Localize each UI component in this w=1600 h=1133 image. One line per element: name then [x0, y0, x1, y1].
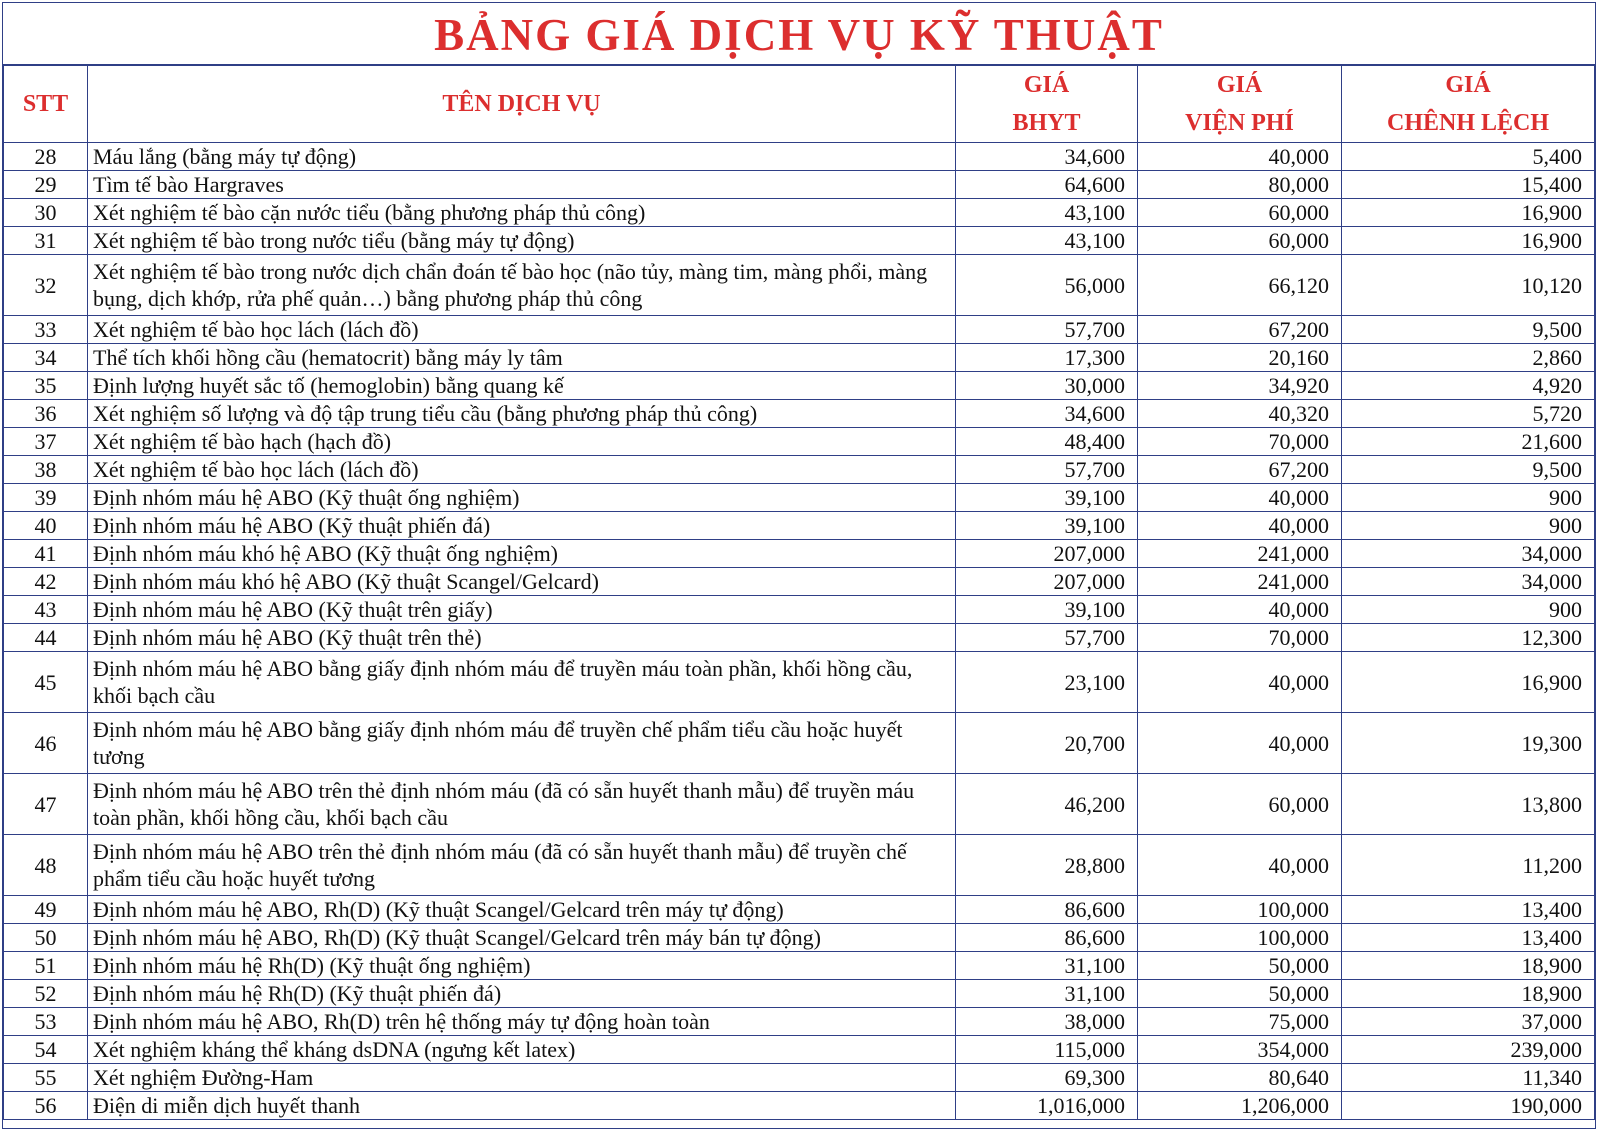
- row-bhyt-price: 39,100: [956, 512, 1138, 540]
- row-hospital-fee: 40,000: [1138, 143, 1342, 171]
- row-price-difference: 11,340: [1342, 1064, 1595, 1092]
- row-price-difference: 900: [1342, 484, 1595, 512]
- row-stt: 28: [4, 143, 88, 171]
- header-price-difference: [1342, 66, 1595, 143]
- row-stt: 35: [4, 372, 88, 400]
- header-stt: STT: [4, 66, 88, 143]
- row-bhyt-price: 34,600: [956, 400, 1138, 428]
- row-bhyt-price: 38,000: [956, 1008, 1138, 1036]
- row-bhyt-price: 43,100: [956, 227, 1138, 255]
- row-stt: 34: [4, 344, 88, 372]
- table-row: [4, 428, 1595, 456]
- row-hospital-fee: 66,120: [1138, 255, 1342, 316]
- header-bhyt-line1: GIÁ: [1023, 72, 1070, 98]
- row-service-name: Định nhóm máu hệ Rh(D) (Kỹ thuật phiến đá): [88, 980, 956, 1008]
- row-stt: 39: [4, 484, 88, 512]
- row-bhyt-price: 34,600: [956, 143, 1138, 171]
- table-row: [4, 568, 1595, 596]
- row-service-name: Định nhóm máu hệ ABO, Rh(D) (Kỹ thuật Scangel/Gelcard trên máy tự động): [88, 896, 956, 924]
- row-stt: 45: [4, 652, 88, 713]
- row-service-name: Xét nghiệm tế bào học lách (lách đồ): [88, 316, 956, 344]
- row-bhyt-price: 57,700: [956, 316, 1138, 344]
- row-bhyt-price: 46,200: [956, 774, 1138, 835]
- table-row: [4, 713, 1595, 774]
- row-hospital-fee: 100,000: [1138, 924, 1342, 952]
- row-service-name: Định nhóm máu hệ ABO (Kỹ thuật trên giấy): [88, 596, 956, 624]
- row-price-difference: 5,400: [1342, 143, 1595, 171]
- row-service-name: Định nhóm máu hệ ABO trên thẻ định nhóm máu (đã có sẵn huyết thanh mẫu) để truyền máu toàn phần, khối hồng cầu, khối bạch cầu: [88, 774, 956, 835]
- row-stt: 46: [4, 713, 88, 774]
- page-title: BẢNG GIÁ DỊCH VỤ KỸ THUẬT: [3, 3, 1595, 65]
- row-price-difference: 2,860: [1342, 344, 1595, 372]
- row-stt: 33: [4, 316, 88, 344]
- table-row: [4, 255, 1595, 316]
- row-hospital-fee: 60,000: [1138, 774, 1342, 835]
- table-row: [4, 1092, 1595, 1120]
- row-hospital-fee: 241,000: [1138, 540, 1342, 568]
- row-hospital-fee: 60,000: [1138, 227, 1342, 255]
- row-stt: 47: [4, 774, 88, 835]
- row-service-name: Định nhóm máu hệ ABO trên thẻ định nhóm máu (đã có sẵn huyết thanh mẫu) để truyền chế phẩm tiểu cầu hoặc huyết tương: [88, 835, 956, 896]
- row-stt: 44: [4, 624, 88, 652]
- row-service-name: Định nhóm máu hệ ABO (Kỹ thuật trên thẻ): [88, 624, 956, 652]
- row-price-difference: 34,000: [1342, 568, 1595, 596]
- row-price-difference: 16,900: [1342, 652, 1595, 713]
- row-service-name: Xét nghiệm kháng thể kháng dsDNA (ngưng kết latex): [88, 1036, 956, 1064]
- row-price-difference: 10,120: [1342, 255, 1595, 316]
- row-bhyt-price: 56,000: [956, 255, 1138, 316]
- table-row: [4, 484, 1595, 512]
- row-price-difference: 11,200: [1342, 835, 1595, 896]
- row-price-difference: 900: [1342, 596, 1595, 624]
- table-row: [4, 199, 1595, 227]
- row-bhyt-price: 207,000: [956, 540, 1138, 568]
- row-bhyt-price: 86,600: [956, 924, 1138, 952]
- row-service-name: Thể tích khối hồng cầu (hematocrit) bằng máy ly tâm: [88, 344, 956, 372]
- table-row: [4, 924, 1595, 952]
- row-service-name: Máu lắng (bằng máy tự động): [88, 143, 956, 171]
- row-price-difference: 239,000: [1342, 1036, 1595, 1064]
- header-hospital-fee-line2: VIỆN PHÍ: [1185, 110, 1294, 136]
- row-price-difference: 19,300: [1342, 713, 1595, 774]
- table-row: [4, 774, 1595, 835]
- row-hospital-fee: 70,000: [1138, 624, 1342, 652]
- table-row: [4, 1064, 1595, 1092]
- row-bhyt-price: 17,300: [956, 344, 1138, 372]
- price-sheet: [2, 2, 1596, 1129]
- table-row: [4, 652, 1595, 713]
- row-price-difference: 18,900: [1342, 980, 1595, 1008]
- row-stt: 37: [4, 428, 88, 456]
- row-stt: 30: [4, 199, 88, 227]
- row-stt: 42: [4, 568, 88, 596]
- row-stt: 54: [4, 1036, 88, 1064]
- row-price-difference: 12,300: [1342, 624, 1595, 652]
- row-bhyt-price: 43,100: [956, 199, 1138, 227]
- header-bhyt-price: [956, 66, 1138, 143]
- row-service-name: Định nhóm máu hệ ABO, Rh(D) trên hệ thống máy tự động hoàn toàn: [88, 1008, 956, 1036]
- row-service-name: Xét nghiệm tế bào cặn nước tiểu (bằng phương pháp thủ công): [88, 199, 956, 227]
- row-bhyt-price: 86,600: [956, 896, 1138, 924]
- row-stt: 51: [4, 952, 88, 980]
- table-row: [4, 952, 1595, 980]
- table-row: [4, 372, 1595, 400]
- row-hospital-fee: 70,000: [1138, 428, 1342, 456]
- row-bhyt-price: 64,600: [956, 171, 1138, 199]
- row-bhyt-price: 57,700: [956, 624, 1138, 652]
- row-hospital-fee: 40,000: [1138, 835, 1342, 896]
- header-price-difference-line2: CHÊNH LỆCH: [1386, 110, 1550, 136]
- row-stt: 56: [4, 1092, 88, 1120]
- price-table: [3, 65, 1595, 1120]
- table-row: [4, 1036, 1595, 1064]
- table-row: [4, 316, 1595, 344]
- row-service-name: Định nhóm máu hệ ABO (Kỹ thuật phiến đá): [88, 512, 956, 540]
- table-row: [4, 400, 1595, 428]
- row-hospital-fee: 40,000: [1138, 484, 1342, 512]
- row-bhyt-price: 207,000: [956, 568, 1138, 596]
- row-stt: 41: [4, 540, 88, 568]
- header-hospital-fee-line1: GIÁ: [1216, 72, 1263, 98]
- table-row: [4, 456, 1595, 484]
- row-stt: 52: [4, 980, 88, 1008]
- row-price-difference: 9,500: [1342, 456, 1595, 484]
- row-bhyt-price: 28,800: [956, 835, 1138, 896]
- row-hospital-fee: 60,000: [1138, 199, 1342, 227]
- row-price-difference: 16,900: [1342, 227, 1595, 255]
- row-bhyt-price: 1,016,000: [956, 1092, 1138, 1120]
- row-bhyt-price: 69,300: [956, 1064, 1138, 1092]
- row-price-difference: 13,800: [1342, 774, 1595, 835]
- row-price-difference: 190,000: [1342, 1092, 1595, 1120]
- row-price-difference: 13,400: [1342, 896, 1595, 924]
- row-stt: 31: [4, 227, 88, 255]
- row-price-difference: 13,400: [1342, 924, 1595, 952]
- row-service-name: Định nhóm máu hệ ABO, Rh(D) (Kỹ thuật Scangel/Gelcard trên máy bán tự động): [88, 924, 956, 952]
- row-stt: 36: [4, 400, 88, 428]
- table-body: [4, 143, 1595, 1120]
- row-price-difference: 18,900: [1342, 952, 1595, 980]
- row-stt: 43: [4, 596, 88, 624]
- row-service-name: Xét nghiệm tế bào hạch (hạch đồ): [88, 428, 956, 456]
- row-hospital-fee: 40,000: [1138, 713, 1342, 774]
- row-bhyt-price: 39,100: [956, 484, 1138, 512]
- row-price-difference: 9,500: [1342, 316, 1595, 344]
- row-bhyt-price: 115,000: [956, 1036, 1138, 1064]
- row-price-difference: 4,920: [1342, 372, 1595, 400]
- row-hospital-fee: 241,000: [1138, 568, 1342, 596]
- row-hospital-fee: 40,320: [1138, 400, 1342, 428]
- row-bhyt-price: 39,100: [956, 596, 1138, 624]
- row-service-name: Xét nghiệm số lượng và độ tập trung tiểu cầu (bằng phương pháp thủ công): [88, 400, 956, 428]
- row-hospital-fee: 40,000: [1138, 596, 1342, 624]
- row-price-difference: 21,600: [1342, 428, 1595, 456]
- header-hospital-fee: [1138, 66, 1342, 143]
- table-row: [4, 171, 1595, 199]
- header-row: [4, 66, 1595, 143]
- row-price-difference: 34,000: [1342, 540, 1595, 568]
- row-bhyt-price: 31,100: [956, 980, 1138, 1008]
- table-row: [4, 624, 1595, 652]
- table-row: [4, 980, 1595, 1008]
- row-hospital-fee: 100,000: [1138, 896, 1342, 924]
- header-bhyt-line2: BHYT: [1012, 110, 1081, 136]
- table-row: [4, 896, 1595, 924]
- row-service-name: Điện di miễn dịch huyết thanh: [88, 1092, 956, 1120]
- row-stt: 48: [4, 835, 88, 896]
- row-price-difference: 16,900: [1342, 199, 1595, 227]
- row-bhyt-price: 23,100: [956, 652, 1138, 713]
- row-hospital-fee: 50,000: [1138, 952, 1342, 980]
- row-hospital-fee: 67,200: [1138, 456, 1342, 484]
- row-bhyt-price: 48,400: [956, 428, 1138, 456]
- row-stt: 40: [4, 512, 88, 540]
- row-stt: 38: [4, 456, 88, 484]
- row-hospital-fee: 75,000: [1138, 1008, 1342, 1036]
- row-service-name: Tìm tế bào Hargraves: [88, 171, 956, 199]
- row-service-name: Định nhóm máu khó hệ ABO (Kỹ thuật ống nghiệm): [88, 540, 956, 568]
- row-service-name: Định nhóm máu hệ ABO bằng giấy định nhóm máu để truyền chế phẩm tiểu cầu hoặc huyết tương: [88, 713, 956, 774]
- row-stt: 49: [4, 896, 88, 924]
- row-service-name: Định nhóm máu hệ Rh(D) (Kỹ thuật ống nghiệm): [88, 952, 956, 980]
- row-bhyt-price: 20,700: [956, 713, 1138, 774]
- row-hospital-fee: 34,920: [1138, 372, 1342, 400]
- row-service-name: Xét nghiệm Đường-Ham: [88, 1064, 956, 1092]
- table-row: [4, 344, 1595, 372]
- row-service-name: Xét nghiệm tế bào học lách (lách đồ): [88, 456, 956, 484]
- table-row: [4, 835, 1595, 896]
- row-price-difference: 900: [1342, 512, 1595, 540]
- row-hospital-fee: 67,200: [1138, 316, 1342, 344]
- row-hospital-fee: 1,206,000: [1138, 1092, 1342, 1120]
- row-price-difference: 15,400: [1342, 171, 1595, 199]
- table-row: [4, 540, 1595, 568]
- table-row: [4, 512, 1595, 540]
- header-price-difference-line1: GIÁ: [1445, 72, 1491, 98]
- row-price-difference: 37,000: [1342, 1008, 1595, 1036]
- table-row: [4, 1008, 1595, 1036]
- row-service-name: Định lượng huyết sắc tố (hemoglobin) bằng quang kế: [88, 372, 956, 400]
- row-stt: 29: [4, 171, 88, 199]
- row-service-name: Xét nghiệm tế bào trong nước tiểu (bằng máy tự động): [88, 227, 956, 255]
- row-bhyt-price: 30,000: [956, 372, 1138, 400]
- row-hospital-fee: 354,000: [1138, 1036, 1342, 1064]
- row-hospital-fee: 20,160: [1138, 344, 1342, 372]
- row-stt: 50: [4, 924, 88, 952]
- row-hospital-fee: 80,000: [1138, 171, 1342, 199]
- row-service-name: Xét nghiệm tế bào trong nước dịch chẩn đoán tế bào học (não tủy, màng tim, màng phổi, màng bụng, dịch khớp, rửa phế quản…) bằng phương pháp thủ công: [88, 255, 956, 316]
- row-service-name: Định nhóm máu hệ ABO (Kỹ thuật ống nghiệm): [88, 484, 956, 512]
- row-stt: 53: [4, 1008, 88, 1036]
- row-hospital-fee: 50,000: [1138, 980, 1342, 1008]
- table-row: [4, 143, 1595, 171]
- row-price-difference: 5,720: [1342, 400, 1595, 428]
- row-bhyt-price: 57,700: [956, 456, 1138, 484]
- row-stt: 55: [4, 1064, 88, 1092]
- header-service-name: TÊN DỊCH VỤ: [88, 66, 956, 143]
- row-hospital-fee: 80,640: [1138, 1064, 1342, 1092]
- table-row: [4, 227, 1595, 255]
- row-hospital-fee: 40,000: [1138, 652, 1342, 713]
- row-bhyt-price: 31,100: [956, 952, 1138, 980]
- table-row: [4, 596, 1595, 624]
- row-stt: 32: [4, 255, 88, 316]
- row-hospital-fee: 40,000: [1138, 512, 1342, 540]
- row-service-name: Định nhóm máu hệ ABO bằng giấy định nhóm máu để truyền máu toàn phần, khối hồng cầu, khối bạch cầu: [88, 652, 956, 713]
- row-service-name: Định nhóm máu khó hệ ABO (Kỹ thuật Scangel/Gelcard): [88, 568, 956, 596]
